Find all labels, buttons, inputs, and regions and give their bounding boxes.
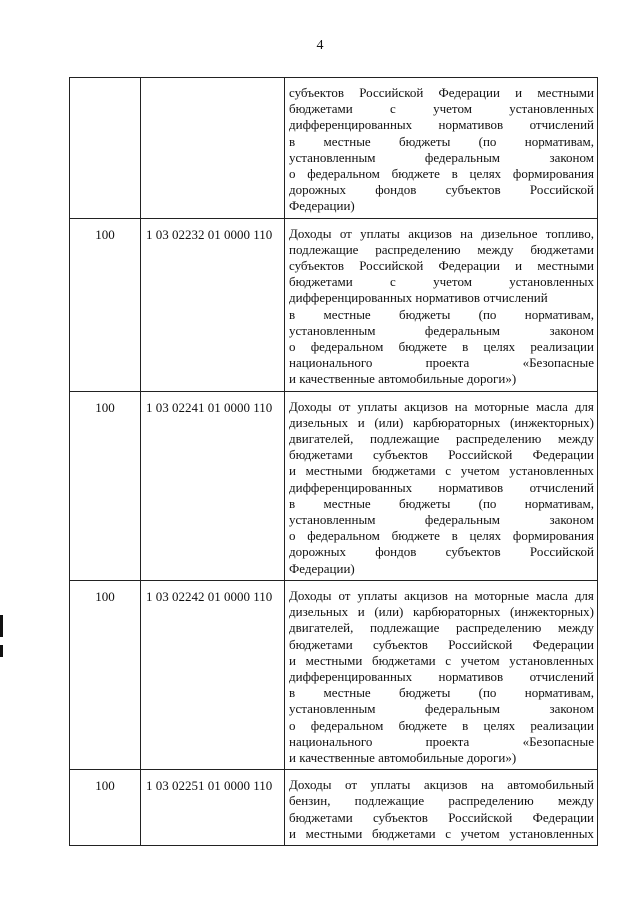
text-line <box>289 512 594 528</box>
text-line <box>289 669 594 685</box>
word: бюджете <box>391 528 440 544</box>
word: и <box>289 825 296 841</box>
word: двигателей, <box>289 431 354 447</box>
budget-classification-code-cell: 1 03 02232 01 0000 110 <box>141 218 285 391</box>
word: Российской <box>529 544 594 560</box>
word: учетом <box>433 274 472 290</box>
word: дифференцированных нормативов отчислений <box>289 290 548 306</box>
word: отчислений <box>529 479 594 495</box>
text-line <box>289 226 594 242</box>
text-line <box>289 371 594 387</box>
word: уплаты <box>370 777 411 793</box>
revenue-name-cell <box>285 78 598 219</box>
word: местными <box>305 652 363 668</box>
word: для <box>574 398 594 414</box>
word: нормативам, <box>524 133 594 149</box>
word: бюджетами <box>289 447 353 463</box>
table-row <box>70 770 598 846</box>
word: (или) <box>374 604 404 620</box>
budget-classification-code-cell: 1 03 02251 01 0000 110 <box>141 770 285 846</box>
text-line <box>289 134 594 150</box>
word: (инжекторных) <box>509 414 594 430</box>
word: между <box>557 431 594 447</box>
budget-classification-code-cell <box>141 78 285 219</box>
revenue-name-cell <box>285 580 598 769</box>
word: и <box>515 258 523 274</box>
text-line <box>289 447 594 463</box>
text-line <box>289 588 594 604</box>
word: федеральным <box>424 512 501 528</box>
revenue-name-cell <box>285 218 598 391</box>
word: проекта <box>425 733 470 749</box>
word: (по <box>478 685 497 701</box>
word: уплаты <box>357 587 398 603</box>
text-line <box>289 307 594 323</box>
word: бюджетами <box>371 652 436 668</box>
word: с <box>390 101 396 117</box>
word: в <box>289 133 296 149</box>
word: от <box>338 398 351 414</box>
text-line <box>289 463 594 479</box>
admin-code-cell <box>70 78 141 219</box>
word: местными <box>537 85 594 100</box>
word: Федерации) <box>289 198 355 214</box>
word: нормативам, <box>524 306 594 322</box>
word: бюджеты <box>399 495 451 511</box>
budget-classification-code-cell: 1 03 02242 01 0000 110 <box>141 580 285 769</box>
word: Доходы <box>289 587 332 603</box>
word: установленным <box>289 701 376 717</box>
word: установленным <box>289 512 376 528</box>
word: на <box>454 398 468 414</box>
word: бюджеты <box>399 133 451 149</box>
word: и <box>289 652 296 668</box>
text-line <box>289 620 594 636</box>
word: дифференцированных <box>289 668 413 684</box>
word: федеральным <box>424 701 501 717</box>
word: для <box>574 587 594 603</box>
text-line <box>289 544 594 560</box>
table-row <box>70 580 598 769</box>
word: местные <box>323 495 371 511</box>
text-line <box>289 339 594 355</box>
revenue-name-cell <box>285 391 598 580</box>
scan-margin-mark <box>0 645 3 657</box>
word: федеральном <box>310 717 384 733</box>
word: бюджетами <box>289 809 353 825</box>
word: Федерации <box>438 258 500 274</box>
text-line <box>289 810 594 826</box>
word: Федерации <box>532 809 594 825</box>
word: автомобильный <box>507 777 594 793</box>
word: масла <box>535 398 568 414</box>
word: с <box>390 274 396 290</box>
word: отчислений <box>529 668 594 684</box>
admin-code-cell: 100 <box>70 391 141 580</box>
text-line <box>289 718 594 734</box>
word: от <box>339 225 352 241</box>
word: дизельных <box>289 414 349 430</box>
word: национального <box>289 733 373 749</box>
word: бюджете <box>398 339 447 355</box>
word: формирования <box>512 166 594 182</box>
word: целях <box>469 166 502 182</box>
word: установленным <box>289 322 376 338</box>
word: дорожных <box>289 182 346 198</box>
word: дорожных <box>289 544 346 560</box>
word: субъектов <box>445 182 501 198</box>
text-line <box>289 415 594 431</box>
word: нормативам, <box>524 495 594 511</box>
admin-code-cell: 100 <box>70 580 141 769</box>
word: в <box>462 717 469 733</box>
word: и качественные автомобильные дороги») <box>289 749 517 765</box>
word: (по <box>478 306 497 322</box>
text-line <box>289 777 594 793</box>
word: Доходы <box>289 225 332 241</box>
word: федеральном <box>307 166 380 182</box>
text-line <box>289 355 594 371</box>
word: субъектов <box>445 544 501 560</box>
word: уплаты <box>357 398 398 414</box>
text-line <box>289 290 594 306</box>
word: на <box>454 587 468 603</box>
text-line <box>289 150 594 166</box>
word: подлежащие <box>289 241 359 257</box>
word: нормативов <box>438 668 504 684</box>
word: распределению <box>375 241 461 257</box>
word: акцизов <box>423 777 468 793</box>
word: о <box>289 166 296 182</box>
text-line <box>289 242 594 258</box>
word: на <box>481 777 494 793</box>
word: Российской <box>359 85 424 100</box>
word: подлежащие <box>369 620 440 636</box>
word: «Безопасные <box>522 355 594 371</box>
revenue-classification-table <box>69 77 598 846</box>
text-line <box>289 480 594 496</box>
word: дифференцированных <box>289 479 413 495</box>
word: акцизов <box>408 225 452 241</box>
word: нормативов <box>438 117 504 133</box>
word: с <box>445 463 452 479</box>
word: федеральном <box>307 528 380 544</box>
word: подлежащие <box>369 431 440 447</box>
word: установленных <box>509 274 594 290</box>
text-line <box>289 604 594 620</box>
table-row <box>70 391 598 580</box>
word: между <box>557 620 594 636</box>
text-line <box>289 685 594 701</box>
text-line <box>289 653 594 669</box>
word: в <box>289 685 296 701</box>
word: (или) <box>374 414 404 430</box>
word: и <box>357 604 365 620</box>
word: «Безопасные <box>522 733 594 749</box>
text-line <box>289 496 594 512</box>
word: нормативов <box>438 479 504 495</box>
table-row <box>70 218 598 391</box>
text-line <box>289 166 594 182</box>
word: бюджетами <box>289 101 353 117</box>
text-line <box>289 528 594 544</box>
word: в <box>451 166 458 182</box>
word: бюджетами <box>530 241 594 257</box>
word: распределению <box>448 793 534 809</box>
text-line <box>289 826 594 842</box>
word: установленным <box>289 149 376 165</box>
text-line <box>289 101 594 117</box>
word: федеральном <box>310 339 384 355</box>
text-line <box>289 431 594 447</box>
word: дизельных <box>289 604 349 620</box>
word: карбюраторных <box>413 414 501 430</box>
table-body <box>70 78 598 846</box>
word: двигателей, <box>289 620 354 636</box>
word: (по <box>478 495 497 511</box>
word: целях <box>483 339 516 355</box>
word: между <box>557 793 594 809</box>
word: в <box>451 528 458 544</box>
admin-code-cell: 100 <box>70 218 141 391</box>
word: Российской <box>448 447 513 463</box>
word: законом <box>549 701 594 717</box>
word: карбюраторных <box>413 604 501 620</box>
word: Российской <box>359 258 424 274</box>
word: в <box>462 339 469 355</box>
word: подлежащие <box>354 793 425 809</box>
word: (инжекторных) <box>509 604 594 620</box>
word: установленных <box>509 825 594 841</box>
word: между <box>477 241 514 257</box>
word: и <box>357 414 365 430</box>
scan-margin-mark <box>0 615 3 637</box>
word: установленных <box>509 463 594 479</box>
word: законом <box>549 322 594 338</box>
word: Федерации <box>438 85 500 100</box>
word: местные <box>323 306 371 322</box>
word: национального <box>289 355 373 371</box>
word: Российской <box>448 636 513 652</box>
admin-code-cell: 100 <box>70 770 141 846</box>
word: бюджетами <box>289 636 353 652</box>
word: учетом <box>460 652 500 668</box>
word: нормативам, <box>524 685 594 701</box>
word: распределению <box>455 431 542 447</box>
word: формирования <box>512 528 594 544</box>
text-line <box>289 793 594 809</box>
word: учетом <box>460 463 500 479</box>
word: субъектов <box>289 258 345 274</box>
text-line <box>289 750 594 766</box>
word: реализации <box>530 717 594 733</box>
word: (по <box>478 133 497 149</box>
word: учетом <box>433 101 472 117</box>
word: Федерации) <box>289 560 355 576</box>
word: федеральным <box>424 322 501 338</box>
word: моторные <box>474 587 529 603</box>
budget-classification-code-cell: 1 03 02241 01 0000 110 <box>141 391 285 580</box>
text-line <box>289 323 594 339</box>
word: и <box>289 463 296 479</box>
text-line <box>289 117 594 133</box>
word: распределению <box>455 620 542 636</box>
word: Федерации <box>532 447 594 463</box>
word: Доходы <box>289 398 332 414</box>
text-line <box>289 198 594 214</box>
word: от <box>338 587 351 603</box>
word: законом <box>549 149 594 165</box>
word: целях <box>483 717 516 733</box>
word: дифференцированных <box>289 117 413 133</box>
text-line <box>289 701 594 717</box>
word: бензин, <box>289 793 331 809</box>
word: Российской <box>529 182 594 198</box>
word: фондов <box>375 544 417 560</box>
word: масла <box>535 587 568 603</box>
word: бюджете <box>391 166 440 182</box>
word: и качественные автомобильные дороги») <box>289 371 517 387</box>
word: местными <box>537 258 594 274</box>
text-line <box>289 399 594 415</box>
word: топливо, <box>545 225 594 241</box>
word: о <box>289 528 296 544</box>
word: в <box>289 495 296 511</box>
word: федеральным <box>424 149 501 165</box>
word: местными <box>305 825 363 841</box>
word: Доходы <box>289 777 332 793</box>
word: субъектов <box>372 809 428 825</box>
text-line <box>289 85 594 101</box>
word: бюджете <box>398 717 447 733</box>
word: акцизов <box>404 587 448 603</box>
word: моторные <box>474 398 529 414</box>
word: с <box>445 652 452 668</box>
text-line <box>289 561 594 577</box>
word: субъектов <box>289 85 345 100</box>
word: от <box>345 777 358 793</box>
revenue-name-cell <box>285 770 598 846</box>
word: о <box>289 717 296 733</box>
word: реализации <box>530 339 594 355</box>
word: учетом <box>460 825 500 841</box>
word: фондов <box>375 182 417 198</box>
text-line <box>289 274 594 290</box>
word: местными <box>305 463 363 479</box>
word: о <box>289 339 296 355</box>
word: отчислений <box>529 117 594 133</box>
word: субъектов <box>372 447 428 463</box>
text-line <box>289 258 594 274</box>
text-line <box>289 637 594 653</box>
text-line <box>289 734 594 750</box>
word: установленных <box>509 652 594 668</box>
word: с <box>445 825 452 841</box>
text-line <box>289 182 594 198</box>
word: бюджеты <box>399 685 451 701</box>
word: бюджеты <box>399 306 451 322</box>
word: дизельное <box>481 225 538 241</box>
word: бюджетами <box>371 463 436 479</box>
word: на <box>460 225 473 241</box>
word: в <box>289 306 296 322</box>
word: уплаты <box>360 225 400 241</box>
page-number: 4 <box>316 38 324 53</box>
word: бюджетами <box>289 274 353 290</box>
word: местные <box>323 133 371 149</box>
word: субъектов <box>372 636 428 652</box>
word: местные <box>323 685 371 701</box>
word: Российской <box>448 809 513 825</box>
word: целях <box>469 528 502 544</box>
word: и <box>515 85 523 100</box>
word: установленных <box>509 101 594 117</box>
word: акцизов <box>404 398 448 414</box>
table-row <box>70 78 598 219</box>
word: законом <box>549 512 594 528</box>
word: бюджетами <box>371 825 436 841</box>
word: проекта <box>425 355 470 371</box>
word: Федерации <box>532 636 594 652</box>
